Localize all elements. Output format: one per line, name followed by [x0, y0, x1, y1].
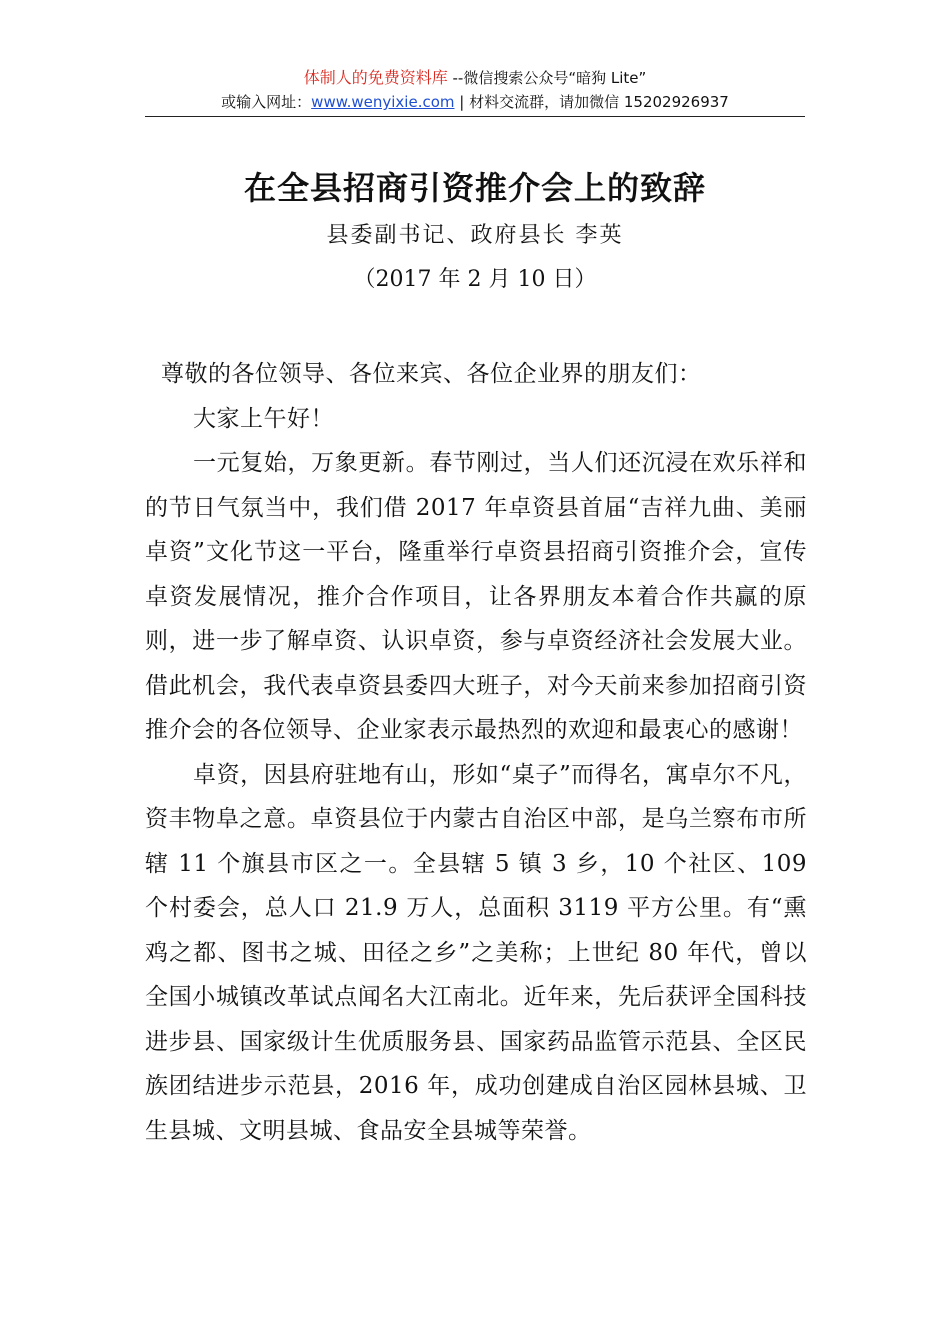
header-line-2 [145, 90, 805, 114]
speech-body [145, 352, 807, 1153]
header-divider [145, 116, 805, 117]
greeting: 大家上午好！ [193, 405, 334, 432]
author-byline: 县委副书记、政府县长 李英 [326, 223, 624, 248]
brand-name: 体制人的免费资料库 [303, 68, 448, 87]
page-header [145, 66, 805, 114]
paragraph-intro: 一元复始，万象更新。春节刚过，当人们还沉浸在欢乐祥和的节日气氛当中，我们借 2017 年卓资县首届“吉祥九曲、美丽卓资”文化节这一平台，隆重举行卓资县招商引资推介会，宣传卓资发展情况，推介合作项目，让各界朋友本着合作共赢的原则，进一步了解卓资、认识卓资，参与卓资经济社会发展大业。借此机会，我代表卓资县委四大班子，对今天前来参加招商引资推介会的各位领导、企业家表示最热烈的欢迎和最衷心的感谢！ [145, 450, 807, 743]
wechat-notice: --微信搜索公众号“暗狗 Lite” [447, 69, 647, 87]
page-title: 在全县招商引资推介会上的致辞 [243, 169, 706, 207]
exchange-notice: | 材料交流群，请加微信 15202926937 [454, 93, 729, 111]
url-prefix: 或输入网址： [221, 93, 312, 111]
speech-date: （2017 年 2 月 10 日） [353, 267, 597, 292]
paragraph-county-profile: 卓资，因县府驻地有山，形如“桌子”而得名，寓卓尔不凡，资丰物阜之意。卓资县位于内蒙古自治区中部，是乌兰察布市所辖 11 个旗县市区之一。全县辖 5 镇 3 乡，10 个社区、109 个村委会，总人口 21.9 万人，总面积 3119 平方公里。有“熏鸡之都、图书之城、田径之乡”之美称；上世纪 80 年代，曾以全国小城镇改革试点闻名大江南北。近年来，先后获评全国科技进步县、国家级计生优质服务县、国家药品监管示范县、全区民族团结进步示范县，2016 年，成功创建成自治区园林县城、卫生县城、文明县城、食品安全县城等荣誉。 [145, 761, 807, 1144]
header-line-1 [145, 66, 805, 90]
salutation: 尊敬的各位领导、各位来宾、各位企业界的朋友们： [161, 361, 702, 387]
website-link[interactable]: www.wenyixie.com [311, 93, 455, 111]
